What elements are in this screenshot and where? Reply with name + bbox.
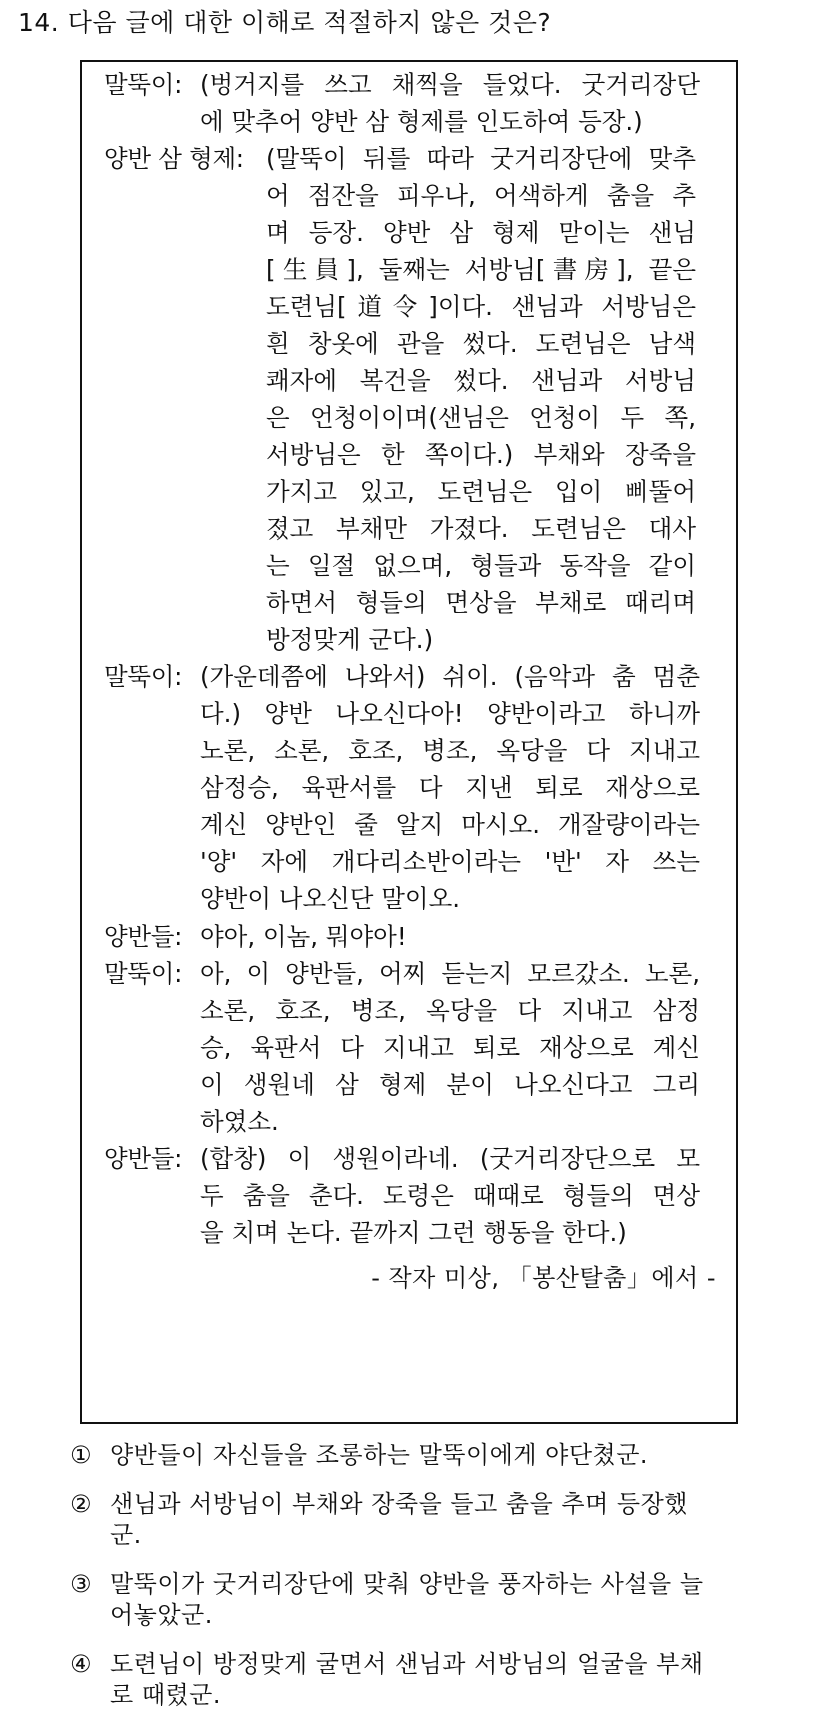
option-text — [110, 1569, 770, 1631]
option-line: 군. — [110, 1521, 142, 1549]
option-text — [110, 1489, 770, 1551]
speech-line: 가지고 있고, 도련님은 입이 삐뚤어 — [266, 477, 696, 506]
speech-line: 하면서 형들의 면상을 부채로 때리며 — [266, 588, 696, 617]
speech-text — [200, 955, 700, 1140]
speech-line: 어 점잔을 피우나, 어색하게 춤을 추 — [266, 181, 696, 210]
speech-line: (말뚝이 뒤를 따라 굿거리장단에 맞추 — [266, 144, 696, 173]
speech-line: 노론, 소론, 호조, 병조, 옥당을 다 지내고 — [200, 736, 700, 765]
speech-line: 는 일절 없으며, 형들과 동작을 같이 — [266, 551, 696, 580]
source-citation: - 작자 미상, 「봉산탈춤」에서 - — [371, 1264, 716, 1292]
answer-options — [70, 1440, 770, 1729]
speaker-label: 양반 삼 형제: — [104, 144, 244, 173]
speech-line: 졌고 부채만 가졌다. 도련님은 대사 — [266, 514, 696, 543]
speech-line: 승, 육판서 다 지내고 퇴로 재상으로 계신 — [200, 1033, 700, 1062]
question-title: 14. 다음 글에 대한 이해로 적절하지 않은 것은? — [18, 8, 552, 37]
speech-line: 도련님[道令]이다. 샌님과 서방님은 — [266, 292, 696, 321]
speech-line: (가운데쯤에 나와서) 쉬이. (음악과 춤 멈춘 — [200, 662, 700, 691]
answer-option-3[interactable] — [70, 1569, 770, 1631]
option-line: 도련님이 방정맞게 굴면서 샌님과 서방님의 얼굴을 부채 — [110, 1650, 704, 1678]
speech-line: 소론, 호조, 병조, 옥당을 다 지내고 삼정 — [200, 996, 700, 1025]
speech-text — [200, 66, 700, 140]
speech-line: [生員], 둘째는 서방님[書房], 끝은 — [266, 255, 696, 284]
speech-line: '양' 자에 개다리소반이라는 '반' 자 쓰는 — [200, 847, 700, 876]
option-text — [110, 1440, 770, 1471]
speaker-label: 말뚝이: — [104, 959, 183, 988]
option-line: 어놓았군. — [110, 1601, 213, 1629]
option-line: 양반들이 자신들을 조롱하는 말뚝이에게 야단쳤군. — [110, 1441, 649, 1469]
speech-line: (합창) 이 생원이라네. (굿거리장단으로 모 — [200, 1144, 700, 1173]
speech-line: 삼정승, 육판서를 다 지낸 퇴로 재상으로 — [200, 773, 700, 802]
speech-line: 며 등장. 양반 삼 형제 맏이는 샌님 — [266, 218, 696, 247]
speech-text — [200, 658, 700, 917]
speaker-label: 말뚝이: — [104, 70, 183, 99]
speech-line: 서방님은 한 쪽이다.) 부채와 장죽을 — [266, 440, 696, 469]
speech-line: 은 언청이이며(샌님은 언청이 두 쪽, — [266, 403, 696, 432]
speech-line: (벙거지를 쓰고 채찍을 들었다. 굿거리장단 — [200, 70, 700, 99]
speech-line: 흰 창옷에 관을 썼다. 도련님은 남색 — [266, 329, 696, 358]
speech-line: 이 생원네 삼 형제 분이 나오신다고 그리 — [200, 1070, 700, 1099]
answer-option-1[interactable] — [70, 1440, 770, 1471]
option-text — [110, 1649, 770, 1711]
option-number: ④ — [70, 1650, 93, 1678]
speech-line: 아, 이 양반들, 어찌 듣는지 모르갔소. 노론, — [200, 959, 700, 988]
option-number: ① — [70, 1441, 93, 1469]
speech-line: 하였소. — [200, 1107, 279, 1136]
passage-box — [80, 60, 738, 1424]
speech-line: 양반이 나오신단 말이오. — [200, 884, 461, 913]
speech-line: 야아, 이놈, 뭐야아! — [200, 922, 407, 951]
option-line: 샌님과 서방님이 부채와 장죽을 들고 춤을 추며 등장했 — [110, 1490, 688, 1518]
speech-line: 두 춤을 춘다. 도령은 때때로 형들의 면상 — [200, 1181, 700, 1210]
speech-line: 계신 양반인 줄 알지 마시오. 개잘량이라는 — [200, 810, 700, 839]
option-number: ② — [70, 1490, 93, 1518]
speech-line: 방정맞게 군다.) — [266, 625, 434, 654]
speech-line: 에 맞추어 양반 삼 형제를 인도하여 등장.) — [200, 107, 643, 136]
answer-option-2[interactable] — [70, 1489, 770, 1551]
option-number: ③ — [70, 1570, 93, 1598]
answer-option-4[interactable] — [70, 1649, 770, 1711]
speech-line: 다.) 양반 나오신다아! 양반이라고 하니까 — [200, 699, 700, 728]
speech-text — [266, 140, 696, 658]
speech-line: 쾌자에 복건을 썼다. 샌님과 서방님 — [266, 366, 696, 395]
speaker-label: 양반들: — [104, 922, 183, 951]
speech-line: 을 치며 논다. 끝까지 그런 행동을 한다.) — [200, 1218, 627, 1247]
speech-text — [200, 918, 700, 955]
speaker-label: 말뚝이: — [104, 662, 183, 691]
option-line: 말뚝이가 굿거리장단에 맞춰 양반을 풍자하는 사설을 늘 — [110, 1570, 704, 1598]
option-line: 로 때렸군. — [110, 1681, 221, 1709]
speaker-label: 양반들: — [104, 1144, 183, 1173]
speech-text — [200, 1140, 700, 1251]
